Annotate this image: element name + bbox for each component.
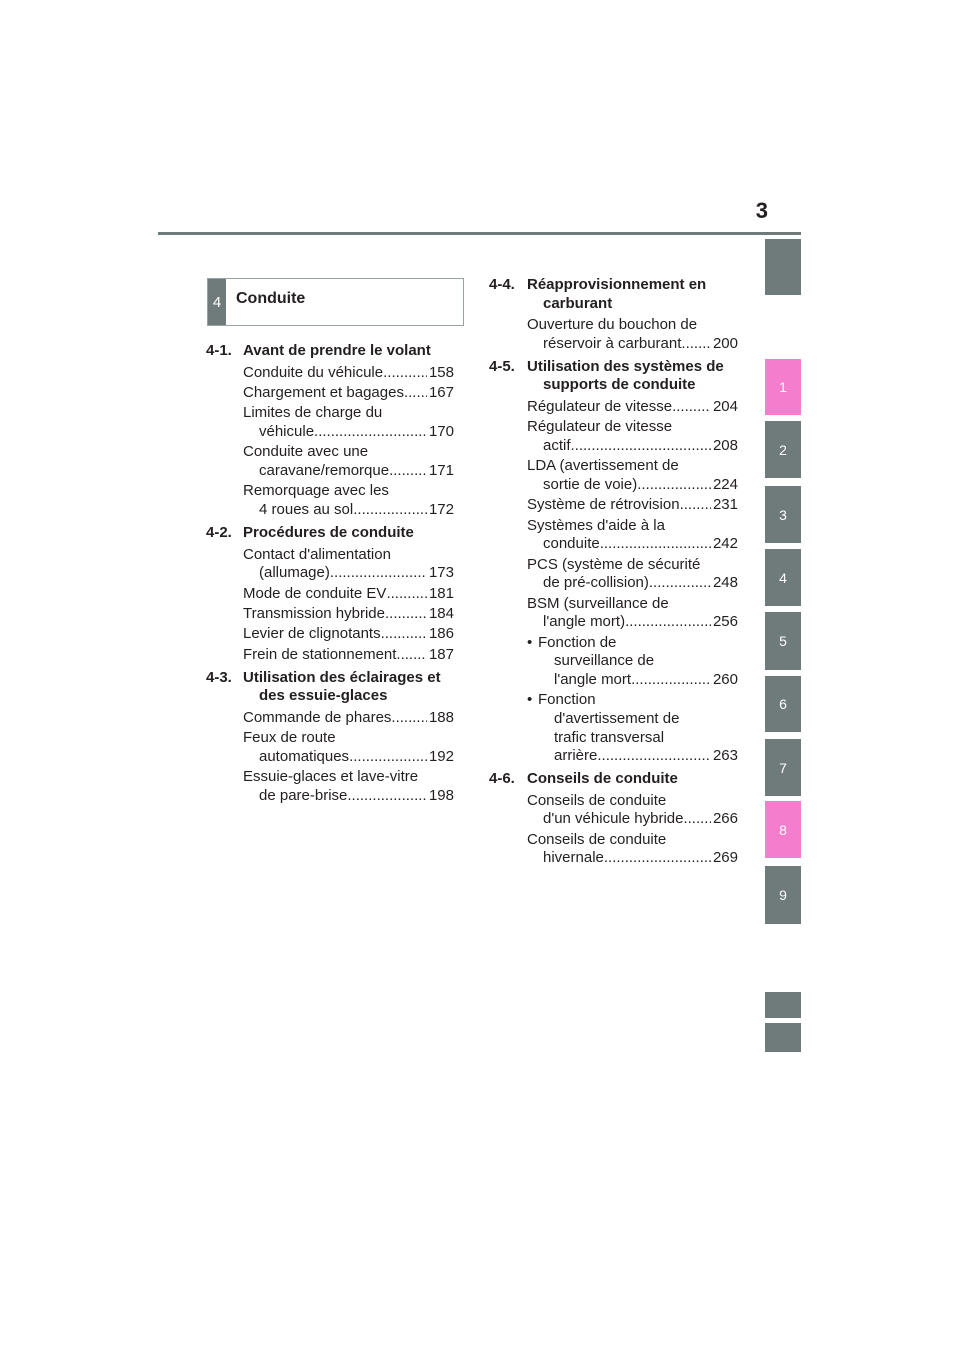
- entry-title: surveillance de: [554, 652, 655, 670]
- toc-entry[interactable]: [527, 316, 738, 353]
- entry-title: Systèmes d'aide à la: [527, 516, 665, 534]
- tab-8[interactable]: 8: [765, 801, 801, 858]
- group-number: 4-3.: [206, 668, 232, 686]
- dot-leader: [385, 605, 427, 624]
- entry-line: [243, 384, 454, 403]
- toc-entry[interactable]: [243, 364, 454, 383]
- group-number: 4-1.: [206, 342, 232, 359]
- entry-line: [538, 747, 738, 766]
- dot-leader: [353, 501, 427, 520]
- group-number: 4-2.: [206, 524, 232, 542]
- entry-title: PCS (système de sécurité: [527, 555, 701, 573]
- toc-entry[interactable]: [527, 457, 738, 494]
- toc-entry[interactable]: [243, 625, 454, 644]
- toc-entry[interactable]: [527, 398, 738, 417]
- entry-line: [527, 418, 738, 437]
- entry-title: Mode de conduite EV: [243, 584, 387, 602]
- toc-group: [489, 358, 738, 766]
- entry-line: [527, 849, 738, 868]
- tab-1[interactable]: 1: [765, 359, 801, 415]
- entry-line: [527, 476, 738, 495]
- entry-line: [527, 316, 738, 335]
- entry-title: de pare-brise: [259, 787, 348, 805]
- section-title: Conduite: [236, 290, 306, 307]
- toc-entry[interactable]: [527, 418, 738, 455]
- entry-title: Fonction de: [538, 633, 617, 651]
- entry-title: automatiques: [259, 748, 350, 766]
- entry-title: Frein de stationnement: [243, 645, 397, 663]
- page-ref[interactable]: 186: [428, 625, 454, 643]
- entry-title: Contact d'alimentation: [243, 545, 391, 563]
- entry-title: 4 roues au sol: [259, 500, 354, 518]
- entry-title: Fonction: [538, 691, 596, 709]
- group-items: [489, 792, 738, 868]
- entry-title: hivernale: [543, 849, 604, 867]
- toc-entry[interactable]: [243, 709, 454, 728]
- dot-leader: [386, 585, 427, 604]
- toc-entry[interactable]: [243, 384, 454, 403]
- page-ref[interactable]: 208: [712, 437, 738, 455]
- entry-line: [527, 810, 738, 829]
- page-ref[interactable]: 167: [428, 383, 454, 401]
- page-ref[interactable]: 248: [712, 574, 738, 592]
- entry-title: Commande de phares: [243, 709, 392, 727]
- page-ref[interactable]: 173: [428, 564, 454, 582]
- dot-leader: [347, 787, 427, 806]
- entry-line: [243, 787, 454, 806]
- group-items: [206, 709, 454, 806]
- dot-leader: [672, 398, 711, 417]
- group-heading[interactable]: [489, 770, 738, 789]
- entry-line: [527, 335, 738, 354]
- dot-leader: [383, 364, 427, 383]
- entry-line: [243, 729, 454, 748]
- page-ref[interactable]: 269: [712, 849, 738, 867]
- dot-leader: [404, 384, 427, 403]
- page-ref[interactable]: 224: [712, 476, 738, 494]
- toc-entry[interactable]: [243, 768, 454, 805]
- entry-title: d'avertissement de: [554, 709, 680, 727]
- group-number: 4-6.: [489, 770, 515, 788]
- entry-title: l'angle mort): [543, 613, 626, 631]
- group-number: 4-5.: [489, 357, 515, 375]
- tab-2[interactable]: 2: [765, 421, 801, 478]
- entry-line: [527, 437, 738, 456]
- dot-leader: [597, 747, 711, 766]
- group-heading[interactable]: [206, 524, 454, 543]
- page-number: 3: [755, 198, 768, 223]
- group-items: [489, 398, 738, 766]
- entry-title: (allumage): [259, 564, 330, 582]
- page-ref[interactable]: 260: [712, 670, 738, 688]
- entry-title: Conduite du véhicule: [243, 363, 384, 381]
- page-ref[interactable]: 242: [712, 535, 738, 553]
- dot-leader: [625, 613, 711, 632]
- entry-title: LDA (avertissement de: [527, 457, 679, 475]
- page-ref[interactable]: 266: [712, 810, 738, 828]
- entry-title: Conduite avec une: [243, 443, 369, 461]
- toc-group: [489, 770, 738, 868]
- entry-title: l'angle mort: [554, 670, 632, 688]
- list-bullet: •: [527, 633, 533, 651]
- group-heading[interactable]: [489, 276, 738, 313]
- toc-group: [206, 342, 454, 520]
- entry-line: [527, 398, 738, 417]
- page-ref[interactable]: 192: [428, 748, 454, 766]
- entry-line: [538, 691, 738, 710]
- page-ref[interactable]: 187: [428, 645, 454, 663]
- group-title: Conseils de conduite: [527, 770, 678, 788]
- toc-entry[interactable]: [527, 496, 738, 515]
- tab-7[interactable]: 7: [765, 739, 801, 796]
- entry-line: [538, 729, 738, 748]
- entry-line: [538, 634, 738, 653]
- group-items: [206, 546, 454, 665]
- toc-entry[interactable]: [243, 404, 454, 441]
- dot-leader: [571, 437, 711, 456]
- page-ref[interactable]: 158: [428, 363, 454, 381]
- page-ref[interactable]: 256: [712, 613, 738, 631]
- entry-line: [527, 613, 738, 632]
- group-items: [206, 364, 454, 520]
- entry-title: Remorquage avec les: [243, 482, 389, 500]
- page-ref[interactable]: 181: [428, 584, 454, 602]
- entry-line: [527, 457, 738, 476]
- entry-line: [243, 709, 454, 728]
- entry-title: sortie de voie): [543, 476, 638, 494]
- entry-title: Levier de clignotants: [243, 625, 381, 643]
- toc-entry[interactable]: [243, 646, 454, 665]
- dot-leader: [637, 476, 711, 495]
- entry-line: [527, 517, 738, 536]
- tab-9[interactable]: 9: [765, 866, 801, 924]
- tab-3[interactable]: 3: [765, 486, 801, 543]
- tab-6[interactable]: 6: [765, 676, 801, 732]
- dot-leader: [600, 535, 711, 554]
- entry-title: Limites de charge du: [243, 404, 383, 422]
- entry-title: d'un véhicule hybride: [543, 810, 684, 828]
- entry-line: [243, 748, 454, 767]
- toc-entry[interactable]: [527, 517, 738, 554]
- group-number: 4-4.: [489, 276, 515, 293]
- page-ref[interactable]: 204: [712, 398, 738, 416]
- entry-line: [243, 443, 454, 462]
- toc-entry[interactable]: [243, 605, 454, 624]
- entry-line: [527, 831, 738, 850]
- group-heading[interactable]: [206, 342, 454, 361]
- entry-title: Conseils de conduite: [527, 791, 667, 809]
- entry-title: Chargement et bagages: [243, 383, 404, 401]
- entry-line: [538, 671, 738, 690]
- toc-entry[interactable]: [527, 556, 738, 593]
- dot-leader: [631, 671, 711, 690]
- list-bullet: •: [527, 691, 533, 709]
- entry-title: trafic transversal: [554, 728, 665, 746]
- entry-title: BSM (surveillance de: [527, 594, 669, 612]
- entry-line: [527, 595, 738, 614]
- toc-entry[interactable]: [243, 729, 454, 766]
- entry-line: [243, 364, 454, 383]
- section-number: 4: [208, 279, 226, 325]
- entry-line: [243, 482, 454, 501]
- dot-leader: [681, 335, 711, 354]
- entry-title: Ouverture du bouchon de: [527, 316, 698, 334]
- entry-title: Régulateur de vitesse: [527, 418, 673, 436]
- toc-entry[interactable]: [527, 792, 738, 829]
- dot-leader: [349, 748, 427, 767]
- group-title: Procédures de conduite: [243, 524, 414, 542]
- page-ref[interactable]: 263: [712, 747, 738, 765]
- entry-title: Système de rétrovision: [527, 496, 680, 514]
- entry-line: [538, 652, 738, 671]
- tab-top[interactable]: [765, 239, 801, 295]
- entry-line: [243, 646, 454, 665]
- entry-line: [527, 792, 738, 811]
- entry-line: [243, 501, 454, 520]
- entry-line: [527, 535, 738, 554]
- entry-line: [243, 585, 454, 604]
- entry-title: Régulateur de vitesse: [527, 398, 673, 416]
- toc-entry[interactable]: [243, 546, 454, 583]
- page-ref[interactable]: 172: [428, 500, 454, 518]
- entry-line: [243, 404, 454, 423]
- toc-subentry[interactable]: [527, 691, 738, 765]
- dot-leader: [314, 423, 427, 442]
- entry-title: actif: [543, 437, 571, 455]
- tab-4[interactable]: 4: [765, 549, 801, 606]
- toc-column-right: [489, 276, 738, 872]
- dot-leader: [389, 462, 427, 481]
- entry-line: [243, 423, 454, 442]
- toc-group: [489, 276, 738, 353]
- entry-line: [243, 605, 454, 624]
- entry-title: réservoir à carburant: [543, 334, 682, 352]
- entry-title: Conseils de conduite: [527, 830, 667, 848]
- group-title: Réapprovisionnement en carburant: [527, 276, 707, 312]
- dot-leader: [396, 646, 427, 665]
- toc-entry[interactable]: [527, 595, 738, 632]
- group-title: Utilisation des systèmes de supports de conduite: [527, 357, 724, 394]
- tab-bottom-a[interactable]: [765, 992, 801, 1018]
- dot-leader: [649, 574, 711, 593]
- dot-leader: [391, 709, 427, 728]
- toc-column-left: [206, 342, 454, 810]
- entry-title: Essuie-glaces et lave-vitre: [243, 768, 419, 786]
- group-items: [489, 316, 738, 353]
- tab-bottom-b[interactable]: [765, 1023, 801, 1052]
- dot-leader: [604, 849, 711, 868]
- entry-title: arrière: [554, 747, 598, 765]
- entry-title: caravane/remorque: [259, 461, 390, 479]
- entry-line: [243, 546, 454, 565]
- entry-title: Transmission hybride: [243, 605, 385, 622]
- entry-line: [538, 710, 738, 729]
- dot-leader: [680, 496, 711, 515]
- page-ref[interactable]: 170: [428, 422, 454, 440]
- toc-entry[interactable]: [243, 443, 454, 480]
- group-heading[interactable]: [489, 358, 738, 395]
- entry-line: [243, 625, 454, 644]
- entry-line: [243, 768, 454, 787]
- dot-leader: [330, 564, 427, 583]
- tab-5[interactable]: 5: [765, 612, 801, 670]
- entry-line: [527, 556, 738, 575]
- page-ref[interactable]: 188: [428, 709, 454, 727]
- entry-line: [243, 564, 454, 583]
- page-ref[interactable]: 231: [712, 496, 738, 514]
- entry-line: [527, 496, 738, 515]
- entry-title: conduite: [543, 535, 600, 553]
- section-header: [207, 278, 464, 326]
- group-heading[interactable]: [206, 669, 454, 706]
- entry-title: Feux de route: [243, 729, 336, 747]
- page-ref[interactable]: 198: [428, 787, 454, 805]
- group-title: Utilisation des éclairages et des essuie-glaces: [243, 668, 441, 705]
- dot-leader: [683, 810, 711, 829]
- toc-entry[interactable]: [243, 482, 454, 519]
- toc-entry[interactable]: [527, 831, 738, 868]
- entry-line: [527, 574, 738, 593]
- entry-line: [243, 462, 454, 481]
- entry-title: de pré-collision): [543, 574, 649, 592]
- dot-leader: [381, 625, 427, 644]
- header-rule: [158, 232, 801, 235]
- toc-group: [206, 524, 454, 664]
- entry-title: véhicule: [259, 422, 315, 440]
- page-ref[interactable]: 171: [428, 461, 454, 479]
- group-title: Avant de prendre le volant: [243, 342, 431, 359]
- toc-group: [206, 669, 454, 806]
- toc-subentry[interactable]: [527, 634, 738, 690]
- page-ref[interactable]: 184: [428, 605, 454, 622]
- page-ref[interactable]: 200: [712, 334, 738, 352]
- toc-entry[interactable]: [243, 585, 454, 604]
